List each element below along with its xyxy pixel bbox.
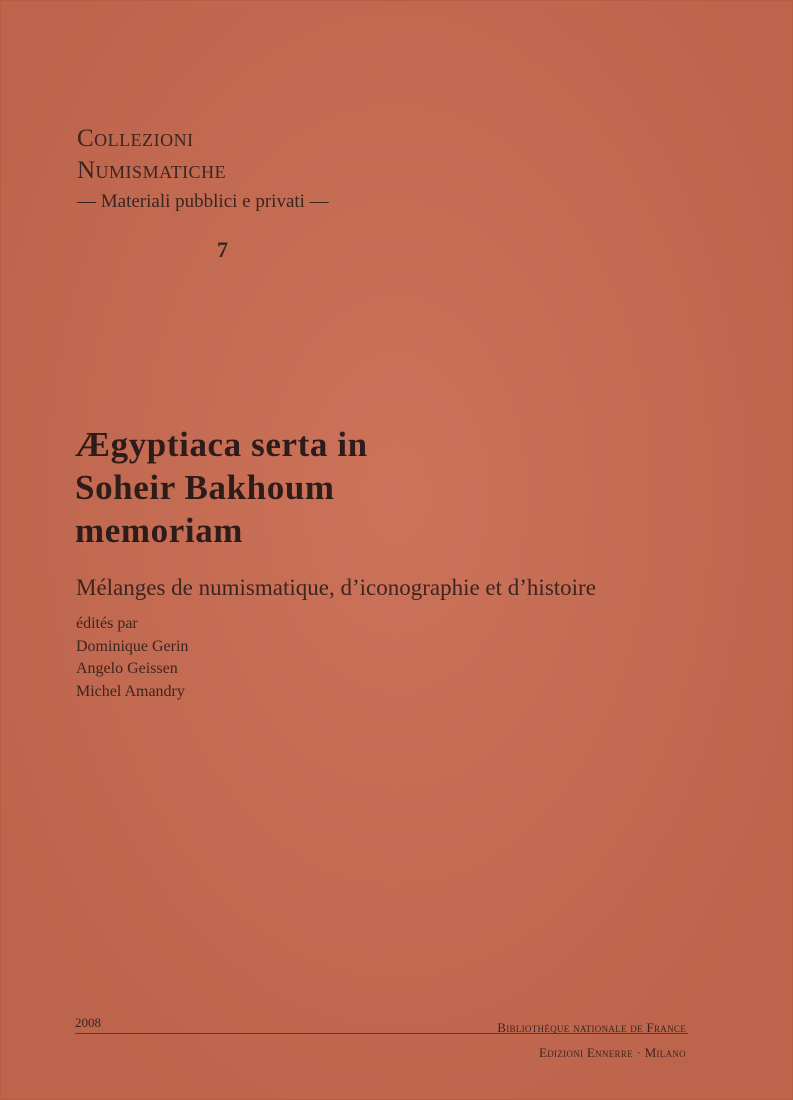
editor-name: Angelo Geissen — [76, 660, 178, 677]
editor-name: Michel Amandry — [76, 682, 185, 700]
publisher-ennerre: Edizioni Ennerre · Milano — [538, 1045, 686, 1060]
editor-name: Dominique Gerin — [76, 637, 189, 655]
book-title-line2: Soheir Bakhoum — [75, 468, 335, 507]
series-number: 7 — [217, 237, 228, 262]
publishers — [497, 1015, 686, 1065]
book-subtitle: Mélanges de numismatique, d’iconographie et d’histoire — [76, 575, 596, 600]
series-name — [77, 123, 226, 187]
series-name-line1: Collezioni — [77, 125, 194, 152]
publisher-bnf: Bibliothèque nationale de France — [497, 1020, 686, 1035]
series-subtitle: — Materiali pubblici e privati — — [77, 191, 329, 212]
series-name-line2: Numismatiche — [77, 157, 227, 184]
book-title — [75, 423, 368, 552]
editors-label: édités par — [76, 615, 138, 632]
editors-block — [76, 613, 188, 703]
publication-year: 2008 — [75, 1015, 101, 1030]
book-title-line1: Ægyptiaca serta in — [75, 425, 368, 464]
book-title-line3: memoriam — [75, 511, 244, 550]
